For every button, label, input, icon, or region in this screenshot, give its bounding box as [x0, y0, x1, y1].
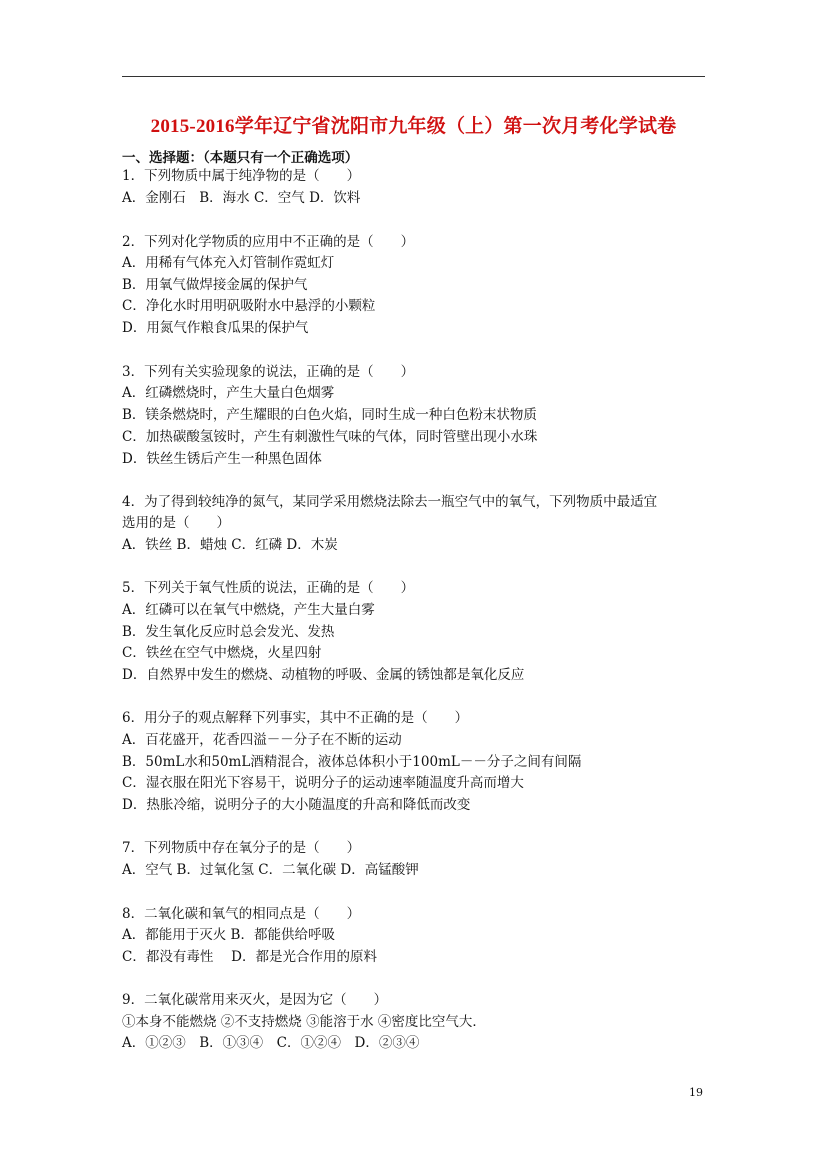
q6-option-b: B．50mL水和50mL酒精混合，液体总体积小于100mL－－分子之间有间隔 — [122, 754, 582, 770]
q2-option-c: C．净化水时用明矾吸附水中悬浮的小颗粒 — [122, 298, 376, 314]
q3-stem: 3．下列有关实验现象的说法，正确的是（ ） — [122, 364, 415, 380]
q6-option-d: D．热胀冷缩，说明分子的大小随温度的升高和降低而改变 — [122, 797, 471, 813]
q5-stem: 5．下列关于氧气性质的说法，正确的是（ ） — [122, 580, 415, 596]
q6-option-c: C．湿衣服在阳光下容易干，说明分子的运动速率随温度升高而增大 — [122, 775, 524, 791]
q9-stem: 9．二氧化碳常用来灭火，是因为它（ ） — [122, 992, 388, 1008]
q7-stem: 7．下列物质中存在氧分子的是（ ） — [122, 840, 361, 856]
q9-options: A．①②③ B．①③④ C．①②④ D．②③④ — [122, 1035, 420, 1051]
q8-stem: 8．二氧化碳和氧气的相同点是（ ） — [122, 906, 361, 922]
q1-stem: 1．下列物质中属于纯净物的是（ ） — [122, 168, 361, 184]
q5-option-a: A．红磷可以在氧气中燃烧，产生大量白雾 — [122, 602, 375, 618]
q6-stem: 6．用分子的观点解释下列事实，其中不正确的是（ ） — [122, 710, 469, 726]
q6-option-a: A．百花盛开，花香四溢－－分子在不断的运动 — [122, 732, 402, 748]
q4-stem-line2: 选用的是（ ） — [122, 515, 230, 531]
q2-option-b: B．用氧气做焊接金属的保护气 — [122, 277, 308, 293]
q1-options: A．金刚石 B．海水 C．空气 D．饮料 — [122, 190, 361, 206]
header-rule — [122, 76, 705, 77]
q5-option-b: B．发生氧化反应时总会发光、发热 — [122, 624, 335, 640]
q3-option-d: D．铁丝生锈后产生一种黑色固体 — [122, 451, 322, 467]
page-number: 19 — [689, 1086, 703, 1099]
q2-option-d: D．用氮气作粮食瓜果的保护气 — [122, 320, 309, 336]
q3-option-a: A．红磷燃烧时，产生大量白色烟雾 — [122, 385, 335, 401]
q2-option-a: A．用稀有气体充入灯管制作霓虹灯 — [122, 255, 335, 271]
q3-option-c: C．加热碳酸氢铵时，产生有刺激性气味的气体，同时管壁出现小水珠 — [122, 429, 538, 445]
q3-option-b: B．镁条燃烧时，产生耀眼的白色火焰，同时生成一种白色粉末状物质 — [122, 407, 537, 423]
q7-options: A．空气 B．过氧化氢 C．二氧化碳 D．高锰酸钾 — [122, 862, 419, 878]
q4-options: A．铁丝 B．蜡烛 C．红磷 D．木炭 — [122, 537, 338, 553]
q4-stem-line1: 4．为了得到较纯净的氮气，某同学采用燃烧法除去一瓶空气中的氧气，下列物质中最适宜 — [122, 494, 658, 510]
exam-title: 2015-2016学年辽宁省沈阳市九年级（上）第一次月考化学试卷 — [150, 116, 677, 137]
q8-options-line2: C．都没有毒性 D．都是光合作用的原料 — [122, 949, 377, 965]
q2-stem: 2．下列对化学物质的应用中不正确的是（ ） — [122, 234, 415, 250]
q9-statements: ①本身不能燃烧 ②不支持燃烧 ③能溶于水 ④密度比空气大． — [122, 1014, 486, 1030]
q5-option-c: C．铁丝在空气中燃烧，火星四射 — [122, 645, 322, 661]
q5-option-d: D．自然界中发生的燃烧、动植物的呼吸、金属的锈蚀都是氧化反应 — [122, 667, 525, 683]
q8-options-line1: A．都能用于灭火 B．都能供给呼吸 — [122, 927, 335, 943]
section-heading: 一、选择题：（本题只有一个正确选项） — [122, 150, 359, 166]
